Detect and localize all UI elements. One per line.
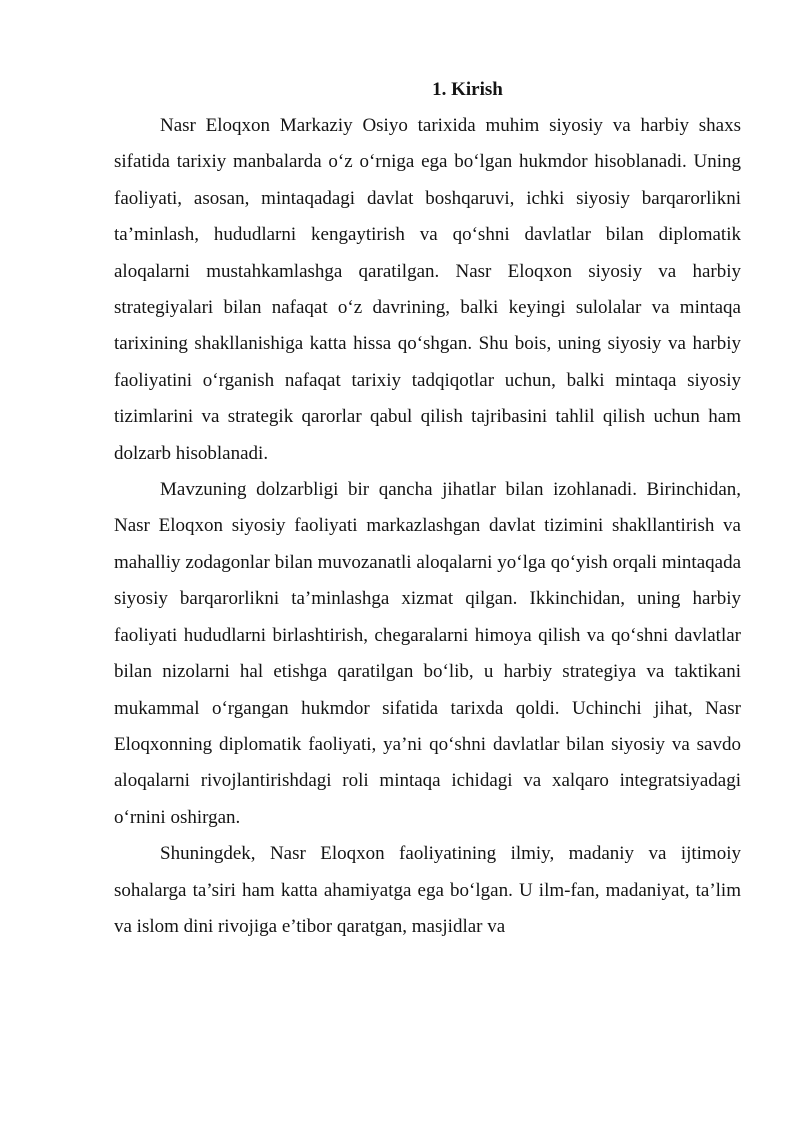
paragraph-relevance: Mavzuning dolzarbligi bir qancha jihatlar bilan izohlanadi. Birinchidan, Nasr Eloqxon siyosiy faoliyati markazlashgan davlat tizimini shakllantirish va mahalliy zodagonlar bilan muvozanatli aloqalarni yo‘lga qo‘yish orqali mintaqada siyosiy barqarorlikni ta’minlashga xizmat qilgan. Ikkinchidan, uning harbiy faoliyati hududlarni birlashtirish, chegaralarni himoya qilish va qo‘shni davlatlar bilan nizolarni hal etishga qaratilgan bo‘lib, u harbiy strategiya va taktikani mukammal o‘rgangan hukmdor sifatida tarixda qoldi. Uchinchi jihat, Nasr Eloqxonning diplomatik faoliyati, ya’ni qo‘shni davlatlar bilan siyosiy va savdo aloqalarni rivojlantirishdagi roli mintaqa ichidagi va xalqaro integratsiyadagi o‘rnini oshirgan. — [114, 479, 741, 828]
paragraph-intro: Nasr Eloqxon Markaziy Osiyo tarixida muhim siyosiy va harbiy shaxs sifatida tarixiy manbalarda o‘z o‘rniga ega bo‘lgan hukmdor hisoblanadi. Uning faoliyati, asosan, mintaqadagi davlat boshqaruvi, ichki siyosiy barqarorlikni ta’minlash, hududlarni kengaytirish va qo‘shni davlatlar bilan diplomatik aloqalarni mustahkamlashga qaratilgan. Nasr Eloqxon siyosiy va harbiy strategiyalari bilan nafaqat o‘z davrining, balki keyingi sulolalar va mintaqa tarixining shakllanishiga katta hissa qo‘shgan. Shu bois, uning siyosiy va harbiy faoliyatini o‘rganish nafaqat tarixiy tadqiqotlar uchun, balki mintaqa siyosiy tizimlarini va strategik qarorlar qabul qilish tajribasini tahlil qilish uchun ham dolzarb hisoblanadi. — [114, 115, 741, 464]
section-heading: 1. Kirish — [432, 79, 503, 100]
document-body — [114, 72, 741, 945]
paragraph-cultural-impact: Shuningdek, Nasr Eloqxon faoliyatining ilmiy, madaniy va ijtimoiy sohalarga ta’siri ham katta ahamiyatga ega bo‘lgan. U ilm-fan, madaniyat, ta’lim va islom dini rivojiga e’tibor qaratgan, masjidlar va — [114, 843, 741, 937]
